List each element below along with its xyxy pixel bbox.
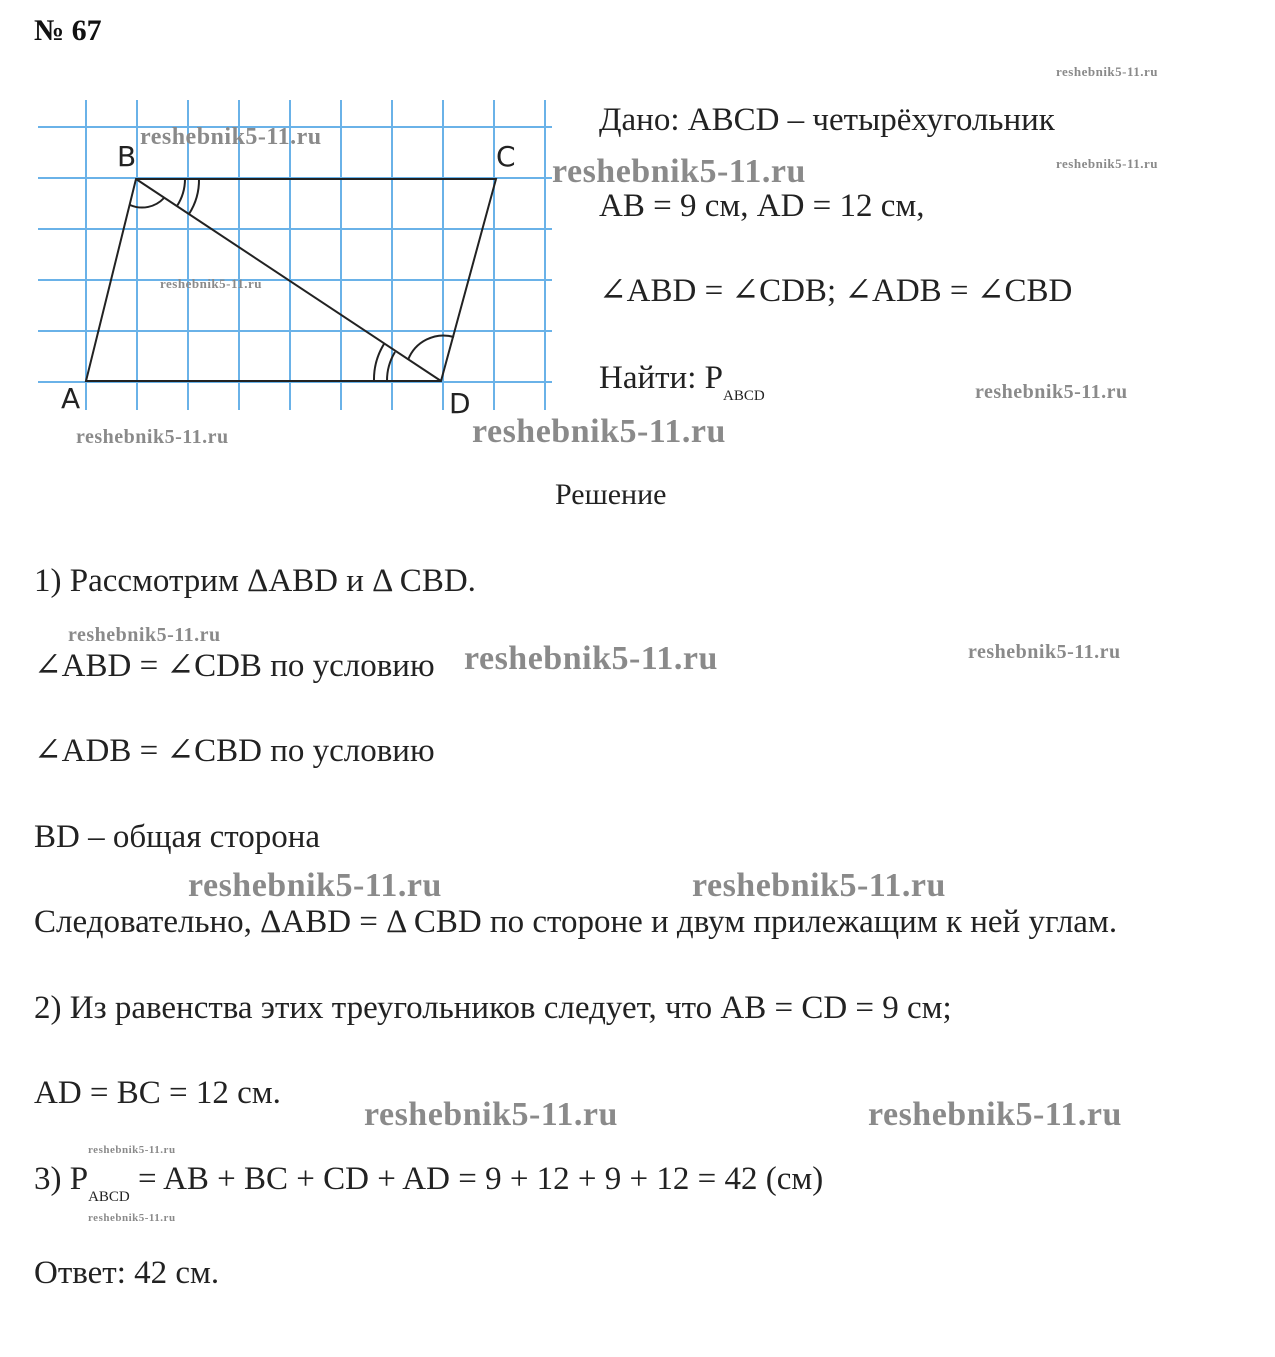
step-2: ∠ABD = ∠CDB по условию (34, 648, 435, 684)
watermark: reshebnik5-11.ru (68, 624, 221, 646)
vertex-label-d: D (449, 387, 471, 420)
angle-arc-adb (387, 352, 395, 381)
step-1: 1) Рассмотрим ΔABD и Δ CBD. (34, 563, 476, 599)
watermark: reshebnik5-11.ru (76, 426, 229, 448)
angle-arc-adb-2 (374, 344, 384, 381)
watermark: reshebnik5-11.ru (140, 124, 322, 150)
step-5: Следовательно, ΔABD = Δ CBD по стороне и двум прилежащим к ней углам. (34, 904, 1118, 940)
step-3: ∠ADB = ∠CBD по условию (34, 733, 435, 769)
watermark: reshebnik5-11.ru (868, 1096, 1122, 1133)
watermark: reshebnik5-11.ru (472, 413, 726, 450)
watermark: reshebnik5-11.ru (552, 153, 806, 190)
angle-arc-cbd (177, 179, 185, 206)
answer: Ответ: 42 см. (34, 1255, 220, 1291)
given-line-1: Дано: ABCD – четырёхугольник (599, 102, 1055, 138)
perimeter-subscript: ABCD (88, 1189, 130, 1205)
watermark: reshebnik5-11.ru (188, 867, 442, 904)
vertex-label-a: A (61, 382, 81, 415)
vertex-label-b: B (117, 140, 137, 173)
step-4: BD – общая сторона (34, 819, 321, 855)
watermark: reshebnik5-11.ru (88, 1144, 176, 1156)
perimeter-expression: = AB + BC + CD + AD = 9 + 12 + 9 + 12 = 42 (см) (129, 1161, 824, 1197)
solution-title: Решение (555, 478, 667, 511)
watermark: reshebnik5-11.ru (464, 640, 718, 677)
watermark: reshebnik5-11.ru (88, 1212, 176, 1224)
find-prefix: Найти: P (599, 360, 723, 396)
watermark: reshebnik5-11.ru (975, 381, 1128, 403)
watermark: reshebnik5-11.ru (160, 276, 263, 291)
watermark: reshebnik5-11.ru (1056, 156, 1159, 171)
angle-arc-cbd-2 (189, 179, 199, 214)
step-6: 2) Из равенства этих треугольников следует, что AB = CD = 9 см; (34, 990, 952, 1026)
perimeter-prefix: 3) P (34, 1161, 89, 1197)
given-line-3: ∠ABD = ∠CDB; ∠ADB = ∠CBD (599, 273, 1073, 309)
watermark: reshebnik5-11.ru (692, 867, 946, 904)
vertex-label-c: C (496, 140, 516, 173)
watermark: reshebnik5-11.ru (1056, 64, 1159, 79)
step-8 (34, 1163, 823, 1205)
problem-number: № 67 (34, 14, 102, 47)
find-line (599, 362, 765, 404)
watermark: reshebnik5-11.ru (364, 1096, 618, 1133)
angle-arc-abd (130, 198, 164, 208)
step-7: AD = BC = 12 см. (34, 1075, 281, 1111)
given-line-2: AB = 9 см, AD = 12 см, (599, 188, 925, 224)
watermark: reshebnik5-11.ru (968, 641, 1121, 663)
find-subscript: ABCD (723, 388, 765, 404)
